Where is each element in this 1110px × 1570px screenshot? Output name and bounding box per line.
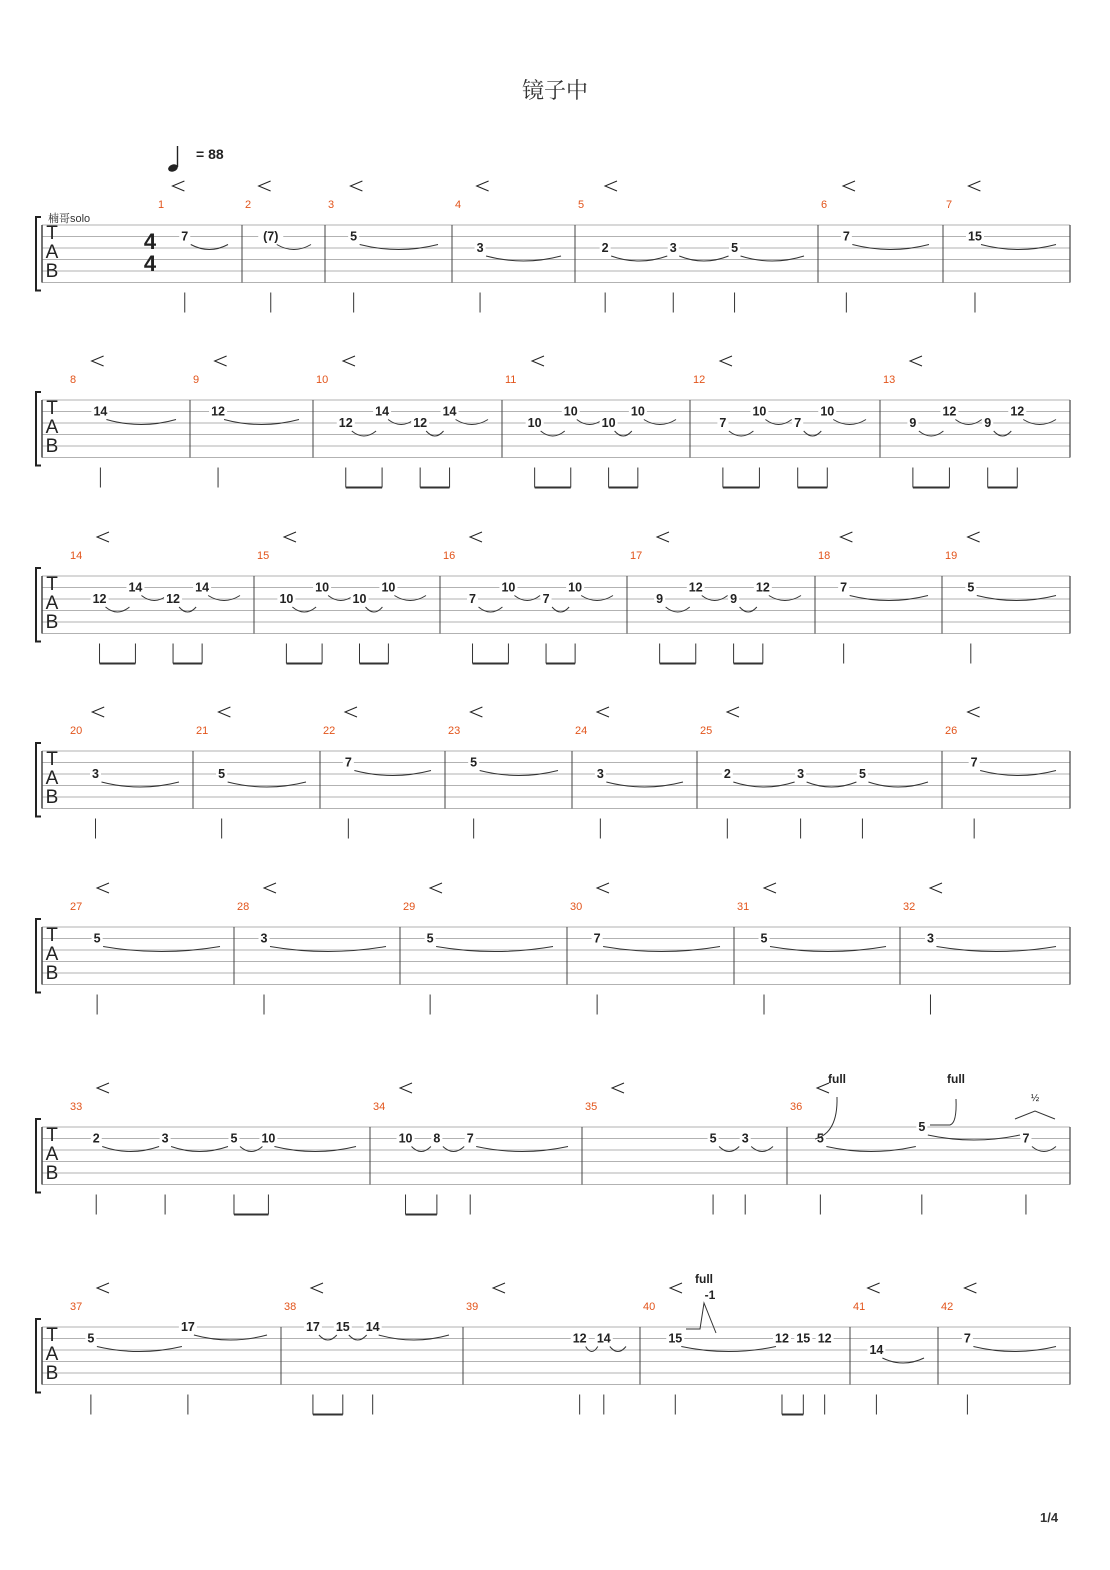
measure-number: 7 — [946, 199, 953, 211]
measure-number: 17 — [630, 550, 643, 562]
system-bracket — [36, 919, 41, 993]
dynamics-mark — [259, 181, 271, 191]
tie-arc — [102, 1147, 159, 1152]
tab-letter: T — [46, 749, 58, 770]
measure-number: 29 — [403, 901, 416, 913]
fret-number: 5 — [816, 1131, 824, 1146]
dynamics-mark — [345, 707, 357, 717]
fret-number: 5 — [918, 1120, 926, 1134]
fret-number: 14 — [442, 404, 457, 419]
page-number: 1/4 — [1040, 1510, 1059, 1525]
tie-arc — [412, 1147, 431, 1152]
tie-arc — [581, 596, 613, 601]
tie-arc — [586, 1347, 598, 1352]
tie-arc — [426, 431, 443, 436]
dynamics-mark — [964, 1283, 976, 1293]
bend-label: full — [947, 1072, 965, 1086]
measure-number: 36 — [790, 1101, 803, 1113]
tie-arc — [277, 245, 311, 250]
dynamics-mark — [311, 1283, 323, 1293]
tie-arc — [349, 1335, 367, 1340]
system-bracket — [36, 392, 41, 466]
fret-number: 10 — [752, 404, 767, 419]
fret-number: 7 — [970, 755, 978, 770]
measure-number: 39 — [466, 1301, 479, 1313]
tie-arc — [981, 245, 1056, 250]
measure-number: 16 — [443, 550, 456, 562]
measure-number: 15 — [257, 550, 270, 562]
fret-number: 10 — [398, 1131, 413, 1146]
measure-number: 38 — [284, 1301, 297, 1313]
tie-arc — [681, 1347, 776, 1352]
fret-number: 7 — [842, 229, 850, 244]
fret-number: 12 — [338, 416, 353, 430]
fret-number: 14 — [596, 1331, 611, 1346]
dynamics-mark — [215, 356, 227, 366]
tie-arc — [379, 1335, 449, 1340]
measure-number: 19 — [945, 550, 958, 562]
tab-letter: T — [46, 574, 58, 595]
fret-number: 15 — [968, 229, 982, 244]
fret-number: 10 — [315, 580, 330, 595]
fret-number: 14 — [365, 1320, 380, 1334]
dynamics-mark — [612, 1083, 624, 1093]
dynamics-mark — [840, 532, 852, 542]
dynamics-mark — [477, 181, 489, 191]
tie-arc — [980, 771, 1056, 776]
measure-number: 21 — [196, 725, 209, 737]
tie-arc — [514, 596, 540, 601]
tie-arc — [868, 782, 928, 787]
fret-number: 10 — [381, 580, 396, 595]
dynamics-mark — [968, 707, 980, 717]
tie-arc — [733, 782, 794, 787]
tab-letter: T — [46, 398, 58, 419]
bend-label: full — [828, 1072, 846, 1086]
fret-number: 15 — [335, 1320, 350, 1334]
tie-arc — [292, 607, 316, 612]
tie-arc — [194, 1335, 267, 1340]
bend-label: ½ — [1030, 1093, 1040, 1104]
tie-arc — [804, 431, 822, 436]
dynamics-mark — [97, 1083, 109, 1093]
dynamics-mark — [343, 356, 355, 366]
fret-number: 15 — [668, 1331, 683, 1346]
fret-number: 7 — [466, 1131, 474, 1146]
dynamics-mark — [597, 707, 609, 717]
dynamics-mark — [605, 181, 617, 191]
dynamics-mark — [97, 532, 109, 542]
fret-number: 5 — [470, 755, 478, 770]
tab-letter: B — [45, 261, 59, 282]
tie-arc — [480, 771, 558, 776]
measure-number: 5 — [578, 199, 585, 211]
tab-letter: B — [45, 963, 59, 984]
tie-arc — [270, 947, 386, 952]
dynamics-mark — [493, 1283, 505, 1293]
fret-number: 12 — [688, 580, 703, 595]
fret-number: 10 — [630, 404, 645, 419]
tab-letter: A — [45, 944, 59, 965]
fret-number: 2 — [601, 241, 609, 255]
tie-arc — [751, 1147, 773, 1152]
fret-number: 12 — [572, 1331, 587, 1346]
tie-arc — [936, 947, 1056, 952]
measure-number: 2 — [245, 199, 252, 211]
measure-number: 26 — [945, 725, 958, 737]
fret-number: 7 — [1022, 1131, 1030, 1146]
tie-arc — [191, 245, 228, 250]
dynamics-mark — [930, 883, 942, 893]
measure-number: 4 — [455, 199, 462, 211]
measure-number: 23 — [448, 725, 461, 737]
tie-arc — [106, 607, 130, 612]
fret-number: 3 — [669, 241, 677, 255]
fret-number: 3 — [741, 1131, 749, 1146]
dynamics-mark — [400, 1083, 412, 1093]
tie-arc — [224, 420, 299, 425]
tie-arc — [770, 947, 886, 952]
fret-number: 5 — [731, 241, 739, 255]
fret-number: 9 — [656, 592, 664, 606]
tie-arc — [171, 1147, 228, 1152]
tie-arc — [610, 1347, 626, 1352]
tie-arc — [729, 431, 754, 436]
fret-number: 12 — [817, 1331, 832, 1346]
dynamics-mark — [92, 707, 104, 717]
time-signature-bottom: 4 — [143, 251, 157, 276]
dynamics-mark — [264, 883, 276, 893]
fret-number: 10 — [601, 416, 616, 430]
fret-number: 10 — [820, 404, 835, 419]
measure-number: 31 — [737, 901, 750, 913]
fret-number: 7 — [794, 416, 802, 430]
tie-arc — [973, 1347, 1056, 1352]
tie-arc — [615, 431, 632, 436]
tie-arc — [994, 431, 1012, 436]
fret-number: 10 — [501, 580, 516, 595]
fret-number: 5 — [87, 1331, 95, 1346]
fret-number: 7 — [963, 1331, 971, 1346]
fret-number: 10 — [352, 592, 367, 606]
fret-number: 9 — [730, 592, 738, 606]
fret-number: 12 — [211, 404, 226, 419]
tab-letter: B — [45, 1363, 59, 1384]
fret-number: 7 — [181, 229, 189, 244]
measure-number: 34 — [373, 1101, 386, 1113]
tie-arc — [141, 596, 167, 601]
time-signature-top: 4 — [143, 229, 157, 254]
measure-number: 11 — [505, 374, 517, 386]
page-title: 镜子中 — [521, 79, 588, 104]
dynamics-mark — [727, 707, 739, 717]
system-bracket — [36, 217, 41, 291]
measure-number: 6 — [821, 199, 828, 211]
tie-arc — [611, 256, 667, 261]
tie-arc — [919, 431, 944, 436]
fret-number: 12 — [92, 592, 107, 606]
measure-number: 14 — [70, 550, 83, 562]
dynamics-mark — [968, 181, 980, 191]
measure-number: 22 — [323, 725, 336, 737]
tie-arc — [476, 1147, 568, 1152]
tie-arc — [826, 1147, 915, 1152]
dynamics-mark — [97, 1283, 109, 1293]
tie-arc — [1032, 1147, 1056, 1152]
tie-arc — [740, 607, 757, 612]
fret-number: 10 — [527, 416, 542, 430]
bend-release-label: -1 — [704, 1288, 716, 1302]
tab-letter: B — [45, 1163, 59, 1184]
fret-number: 14 — [869, 1343, 884, 1357]
bend-arrow — [930, 1099, 956, 1125]
tie-arc — [240, 1147, 262, 1152]
fret-number: 3 — [797, 767, 805, 781]
tie-arc — [486, 256, 561, 261]
dynamics-mark — [430, 883, 442, 893]
tie-arc — [955, 420, 981, 425]
fret-number: 5 — [426, 931, 434, 946]
dynamics-mark — [764, 883, 776, 893]
dynamics-mark — [657, 532, 669, 542]
tie-arc — [679, 256, 728, 261]
tie-arc — [833, 420, 866, 425]
tie-arc — [102, 782, 180, 787]
tie-arc — [354, 771, 431, 776]
instrument-label: 楠哥solo — [48, 213, 91, 225]
tie-arc — [436, 947, 553, 952]
tie-arc — [741, 256, 804, 261]
tie-arc — [97, 1347, 182, 1352]
fret-number: 5 — [350, 229, 358, 244]
dynamics-mark — [470, 707, 482, 717]
system-bracket — [36, 1319, 41, 1393]
tie-arc — [319, 1335, 337, 1340]
dynamics-mark — [350, 181, 362, 191]
fret-number: 3 — [161, 1131, 169, 1146]
measure-number: 1 — [158, 199, 165, 211]
measure-number: 12 — [693, 374, 706, 386]
measure-number: 27 — [70, 901, 83, 913]
dynamics-mark — [720, 356, 732, 366]
fret-number: 7 — [344, 755, 352, 770]
fret-number: 5 — [858, 767, 866, 781]
dynamics-mark — [670, 1283, 682, 1293]
fret-number: 12 — [942, 404, 957, 419]
tie-arc — [352, 431, 376, 436]
measure-number: 3 — [328, 199, 335, 211]
dynamics-mark — [470, 532, 482, 542]
bend-label: full — [695, 1272, 713, 1286]
tie-arc — [882, 1358, 924, 1363]
measure-number: 37 — [70, 1301, 83, 1313]
tie-arc — [666, 607, 690, 612]
fret-number: 9 — [909, 416, 917, 430]
fret-number: 12 — [1010, 404, 1025, 419]
tie-arc — [208, 596, 240, 601]
fret-number: 7 — [840, 580, 848, 595]
tie-arc — [541, 431, 565, 436]
fret-number: 3 — [596, 767, 604, 781]
fret-number: 3 — [476, 241, 484, 255]
measure-number: 30 — [570, 901, 583, 913]
tie-arc — [977, 596, 1056, 601]
measure-number: 28 — [237, 901, 250, 913]
dynamics-mark — [910, 356, 922, 366]
tie-arc — [577, 420, 603, 425]
fret-number: 14 — [93, 404, 108, 419]
fret-number: 10 — [261, 1131, 276, 1146]
tab-letter: T — [46, 1125, 58, 1146]
fret-number: 12 — [413, 416, 428, 430]
tie-arc — [603, 947, 720, 952]
system-bracket — [36, 1119, 41, 1193]
fret-number: 7 — [593, 931, 601, 946]
tie-arc — [807, 782, 857, 787]
tie-arc — [366, 607, 383, 612]
tie-arc — [719, 1147, 739, 1152]
tab-letter: B — [45, 436, 59, 457]
fret-number: 5 — [709, 1131, 717, 1146]
tie-arc — [479, 607, 503, 612]
tie-arc — [852, 245, 929, 250]
measure-number: 9 — [193, 374, 200, 386]
measure-number: 42 — [941, 1301, 954, 1313]
dynamics-mark — [284, 532, 296, 542]
tab-letter: T — [46, 223, 58, 244]
dynamics-mark — [843, 181, 855, 191]
fret-number: 5 — [93, 931, 101, 946]
dynamics-mark — [532, 356, 544, 366]
fret-number: 7 — [542, 592, 550, 606]
tie-arc — [443, 1147, 464, 1152]
tie-arc — [552, 607, 569, 612]
fret-number: 12 — [166, 592, 181, 606]
dynamics-mark — [968, 532, 980, 542]
fret-number: 14 — [375, 404, 390, 419]
tie-arc — [103, 947, 220, 952]
tie-arc — [388, 420, 414, 425]
measure-number: 8 — [70, 374, 77, 386]
fret-number: 5 — [967, 580, 975, 595]
tie-arc — [228, 782, 306, 787]
fret-number: 8 — [433, 1131, 441, 1146]
fret-number: 3 — [927, 931, 934, 946]
tie-arc — [769, 596, 801, 601]
fret-number: 3 — [260, 931, 268, 946]
tie-arc — [606, 782, 683, 787]
tie-arc — [702, 596, 728, 601]
fret-number: 3 — [92, 767, 99, 781]
bend-arrow — [686, 1303, 716, 1333]
tie-arc — [328, 596, 353, 601]
fret-number: 9 — [984, 416, 992, 430]
measure-number: 41 — [853, 1301, 866, 1313]
tab-letter: A — [45, 417, 59, 438]
measure-number: 40 — [643, 1301, 656, 1313]
fret-number: 2 — [723, 767, 731, 781]
tab-letter: T — [46, 1325, 58, 1346]
fret-number: 5 — [230, 1131, 238, 1146]
measure-number: 13 — [883, 374, 896, 386]
fret-number: 10 — [568, 580, 583, 595]
tab-letter: B — [45, 612, 59, 633]
tab-letter: A — [45, 1344, 59, 1365]
fret-number: 15 — [796, 1331, 811, 1346]
fret-number: 10 — [279, 592, 294, 606]
tie-arc — [456, 420, 488, 425]
tab-letter: T — [46, 925, 58, 946]
fret-number: 2 — [92, 1131, 100, 1146]
tie-arc — [360, 245, 438, 250]
dynamics-mark — [597, 883, 609, 893]
tab-letter: A — [45, 768, 59, 789]
tab-letter: A — [45, 242, 59, 263]
fret-number: 12 — [775, 1331, 789, 1346]
system-bracket — [36, 568, 41, 642]
tie-arc — [274, 1147, 356, 1152]
tab-letter: A — [45, 593, 59, 614]
tie-arc — [394, 596, 426, 601]
measure-number: 10 — [316, 374, 329, 386]
tie-arc — [928, 1135, 1020, 1140]
tab-letter: A — [45, 1144, 59, 1165]
system-bracket — [36, 743, 41, 817]
measure-number: 18 — [818, 550, 831, 562]
dynamics-mark — [92, 356, 104, 366]
tie-arc — [1023, 420, 1056, 425]
fret-number: 5 — [760, 931, 768, 946]
fret-number: 17 — [305, 1320, 320, 1334]
tempo-value: = 88 — [196, 146, 224, 162]
fret-number: 5 — [218, 767, 226, 781]
vibrato-mark — [1015, 1111, 1055, 1119]
fret-number: 14 — [128, 580, 143, 595]
measure-number: 24 — [575, 725, 588, 737]
tab-letter: B — [45, 787, 59, 808]
tie-arc — [106, 420, 176, 425]
dynamics-mark — [218, 707, 230, 717]
measure-number: 20 — [70, 725, 83, 737]
fret-number: 7 — [469, 592, 476, 606]
fret-number: 12 — [755, 580, 770, 595]
tie-arc — [850, 596, 928, 601]
measure-number: 32 — [903, 901, 916, 913]
fret-number: 7 — [719, 416, 727, 430]
measure-number: 25 — [700, 725, 713, 737]
fret-number: 14 — [195, 580, 210, 595]
measure-number: 35 — [585, 1101, 598, 1113]
dynamics-mark — [172, 181, 184, 191]
fret-number: 17 — [180, 1320, 195, 1334]
dynamics-mark — [97, 883, 109, 893]
tie-arc — [179, 607, 196, 612]
measure-number: 33 — [70, 1101, 83, 1113]
dynamics-mark — [868, 1283, 880, 1293]
tie-arc — [765, 420, 791, 425]
fret-number: (7) — [263, 229, 279, 244]
fret-number: 10 — [563, 404, 578, 419]
tie-arc — [644, 420, 676, 425]
